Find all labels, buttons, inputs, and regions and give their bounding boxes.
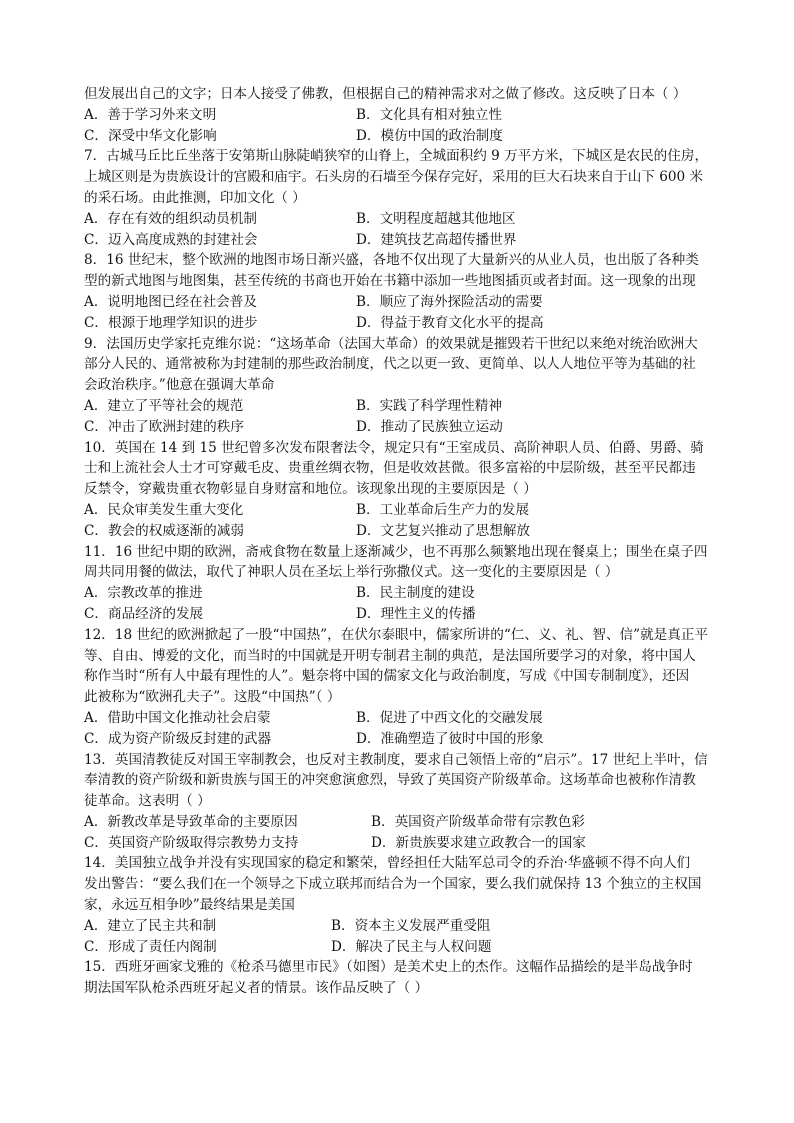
option-c: C．商品经济的发展 <box>84 605 204 622</box>
question-text-line: 9．法国历史学家托克维尔说：“这场革命（法国大革命）的效果就是摧毁若干世纪以来绝对统治欧洲大 <box>84 335 698 352</box>
option-a: A．善于学习外来文明 <box>84 106 217 123</box>
option-c: C．教会的权威逐渐的减弱 <box>84 522 244 539</box>
options-row <box>84 209 714 230</box>
question-text-line: 称作当时“所有人中最有理性的人”。魁奈将中国的儒家文化与政治制度，写成《中国专制制度》，还因 <box>84 668 690 685</box>
question-text-line: 上城区则是为贵族设计的宫殿和庙宇。石头房的石墙至今保存完好，采用的巨大石块来自于山下 600 米 <box>84 169 704 186</box>
question-14 <box>84 853 714 957</box>
question-text-line: 型的新式地图与地图集，甚至传统的书商也开始在书籍中添加一些地图插页或者封面。这一现象的出现 <box>84 273 696 290</box>
options-row <box>84 292 714 313</box>
question-text-line: 徒革命。这表明（ ） <box>84 793 211 810</box>
option-a: A．民众审美发生重大变化 <box>84 501 244 518</box>
question-text-line: 士和上流社会人士才可穿戴毛皮、贵重丝绸衣物，但是收效甚微。很多富裕的中层阶级，甚至平民都违 <box>84 460 696 477</box>
option-b: B．实践了科学理性精神 <box>356 397 502 414</box>
option-c: C．成为资产阶级反封建的武器 <box>84 730 272 747</box>
question-text-line: 周共同用餐的做法，取代了神职人员在圣坛上举行弥撒仪式。这一变化的主要原因是（ ） <box>84 564 619 581</box>
option-b: B．民主制度的建设 <box>356 585 475 602</box>
option-c: C．形成了责任内阁制 <box>84 938 217 955</box>
option-b: B．文化具有相对独立性 <box>356 106 502 123</box>
option-d: D．推动了民族独立运动 <box>356 418 503 435</box>
option-b: B．文明程度超越其他地区 <box>356 210 516 227</box>
option-c: C．根源于地理学知识的进步 <box>84 314 258 331</box>
option-d: D．准确塑造了彼时中国的形象 <box>356 730 544 747</box>
options-row <box>84 396 714 417</box>
option-c: C．迈入高度成熟的封建社会 <box>84 231 258 248</box>
question-7 <box>84 146 714 250</box>
question-text-line: 的采石场。由此推测，印加文化（ ） <box>84 189 306 206</box>
option-c: C．英国资产阶级取得宗教势力支持 <box>84 834 299 851</box>
option-b: B．顺应了海外探险活动的需要 <box>356 293 543 310</box>
option-d: D．得益于教育文化水平的提高 <box>356 314 544 331</box>
question-13 <box>84 750 714 854</box>
question-text-line: 发出警告：“要么我们在一个领导之下成立联邦而结合为一个国家，要么我们就保持 13 个独立的主权国 <box>84 876 702 893</box>
option-d: D．理性主义的传播 <box>356 605 476 622</box>
question-text-line: 8．16 世纪末，整个欧洲的地图市场日渐兴盛，各地不仅出现了大量新兴的从业人员，也出版了各种类 <box>84 252 699 269</box>
options-row <box>84 916 714 937</box>
options-row <box>84 604 714 625</box>
options-row <box>84 937 714 958</box>
option-d: D．模仿中国的政治制度 <box>356 127 503 144</box>
options-row <box>84 417 714 438</box>
question-text-line: 家，永远互相争吵”最终结果是美国 <box>84 897 295 914</box>
option-a: A．宗教改革的推进 <box>84 585 203 602</box>
options-row <box>84 583 714 604</box>
question-text-line: 10．英国在 14 到 15 世纪曾多次发布限奢法令，规定只有“王室成员、高阶神职人员、伯爵、男爵、骑 <box>84 439 704 456</box>
question-text-line: 等、自由、博爱的文化，而当时的中国就是开明专制君主制的典范，是法国所要学习的对象，将中国人 <box>84 647 696 664</box>
question-text-line: 奉清教的资产阶级和新贵族与国王的冲突愈演愈烈，导致了英国资产阶级革命。这场革命也被称作清教 <box>84 772 696 789</box>
options-row <box>84 521 714 542</box>
question-8 <box>84 250 714 333</box>
question-9 <box>84 334 714 438</box>
option-c: C．冲击了欧洲封建的秩序 <box>84 418 244 435</box>
question-text-line: 7．古城马丘比丘坐落于安第斯山脉陡峭狭窄的山脊上，全城面积约 9 万平方米，下城区是农民的住房， <box>84 148 709 165</box>
option-b: B．资本主义发展严重受阻 <box>331 917 491 934</box>
options-row <box>84 313 714 334</box>
question-text-line: 反禁令，穿戴贵重衣物彰显自身财富和地位。该现象出现的主要原因是（ ） <box>84 481 537 498</box>
options-row <box>84 812 714 833</box>
question-15 <box>84 957 714 999</box>
exam-page <box>84 84 714 999</box>
options-row <box>84 126 714 147</box>
question-6 <box>84 84 714 146</box>
question-text-line: 此被称为“欧洲孔夫子”。这股“中国热”（ ） <box>84 689 341 706</box>
option-b: B．工业革命后生产力的发展 <box>356 501 530 518</box>
option-d: D．建筑技艺高超传播世界 <box>356 231 517 248</box>
question-text-line: 期法国军队枪杀西班牙起义者的情景。该作品反映了（ ） <box>84 980 429 997</box>
option-a: A．建立了民主共和制 <box>84 917 217 934</box>
question-11 <box>84 542 714 625</box>
option-d: D．文艺复兴推动了思想解放 <box>356 522 531 539</box>
options-row <box>84 833 714 854</box>
question-text-line: 14．美国独立战争并没有实现国家的稳定和繁荣，曾经担任大陆军总司令的乔治·华盛顿不得不向人们 <box>84 855 691 872</box>
option-a: A．存在有效的组织动员机制 <box>84 210 257 227</box>
options-row <box>84 729 714 750</box>
options-row <box>84 230 714 251</box>
question-text-line: 11．16 世纪中期的欧洲，斋戒食物在数量上逐渐减少，也不再那么频繁地出现在餐桌上；围坐在桌子四 <box>84 543 708 560</box>
question-text-line: 13．英国清教徒反对国王宰制教会，也反对主教制度，要求自己领悟上帝的“启示”。17 世纪上半叶，信 <box>84 751 708 768</box>
options-row <box>84 708 714 729</box>
option-c: C．深受中华文化影响 <box>84 127 217 144</box>
option-d: D．解决了民主与人权问题 <box>331 938 492 955</box>
question-text-line: 会政治秩序。”他意在强调大革命 <box>84 377 275 394</box>
question-text-line: 但发展出自己的文字；日本人接受了佛教，但根据自己的精神需求对之做了修改。这反映了日本（ ） <box>84 86 687 102</box>
option-b: B．英国资产阶级革命带有宗教色彩 <box>371 813 585 830</box>
question-12 <box>84 625 714 750</box>
option-b: B．促进了中西文化的交融发展 <box>356 709 543 726</box>
question-text-line: 部分人民的、通常被称为封建制的那些政治制度，代之以更一致、更简单、以人人地位平等为基础的社 <box>84 356 696 373</box>
option-a: A．说明地图已经在社会普及 <box>84 293 257 310</box>
option-a: A．建立了平等社会的规范 <box>84 397 244 414</box>
option-a: A．新教改革是导致革命的主要原因 <box>84 813 298 830</box>
options-row <box>84 500 714 521</box>
question-10 <box>84 438 714 542</box>
question-text-line: 12．18 世纪的欧洲掀起了一股“中国热”，在伏尔泰眼中，儒家所讲的“仁、义、礼、智、信”就是真正平 <box>84 626 709 643</box>
options-row <box>84 105 714 126</box>
question-text-line: 15．西班牙画家戈雅的《枪杀马德里市民》（如图）是美术史上的杰作。这幅作品描绘的是半岛战争时 <box>84 959 693 976</box>
option-a: A．借助中国文化推动社会启蒙 <box>84 709 271 726</box>
option-d: D．新贵族要求建立政教合一的国家 <box>371 834 586 851</box>
